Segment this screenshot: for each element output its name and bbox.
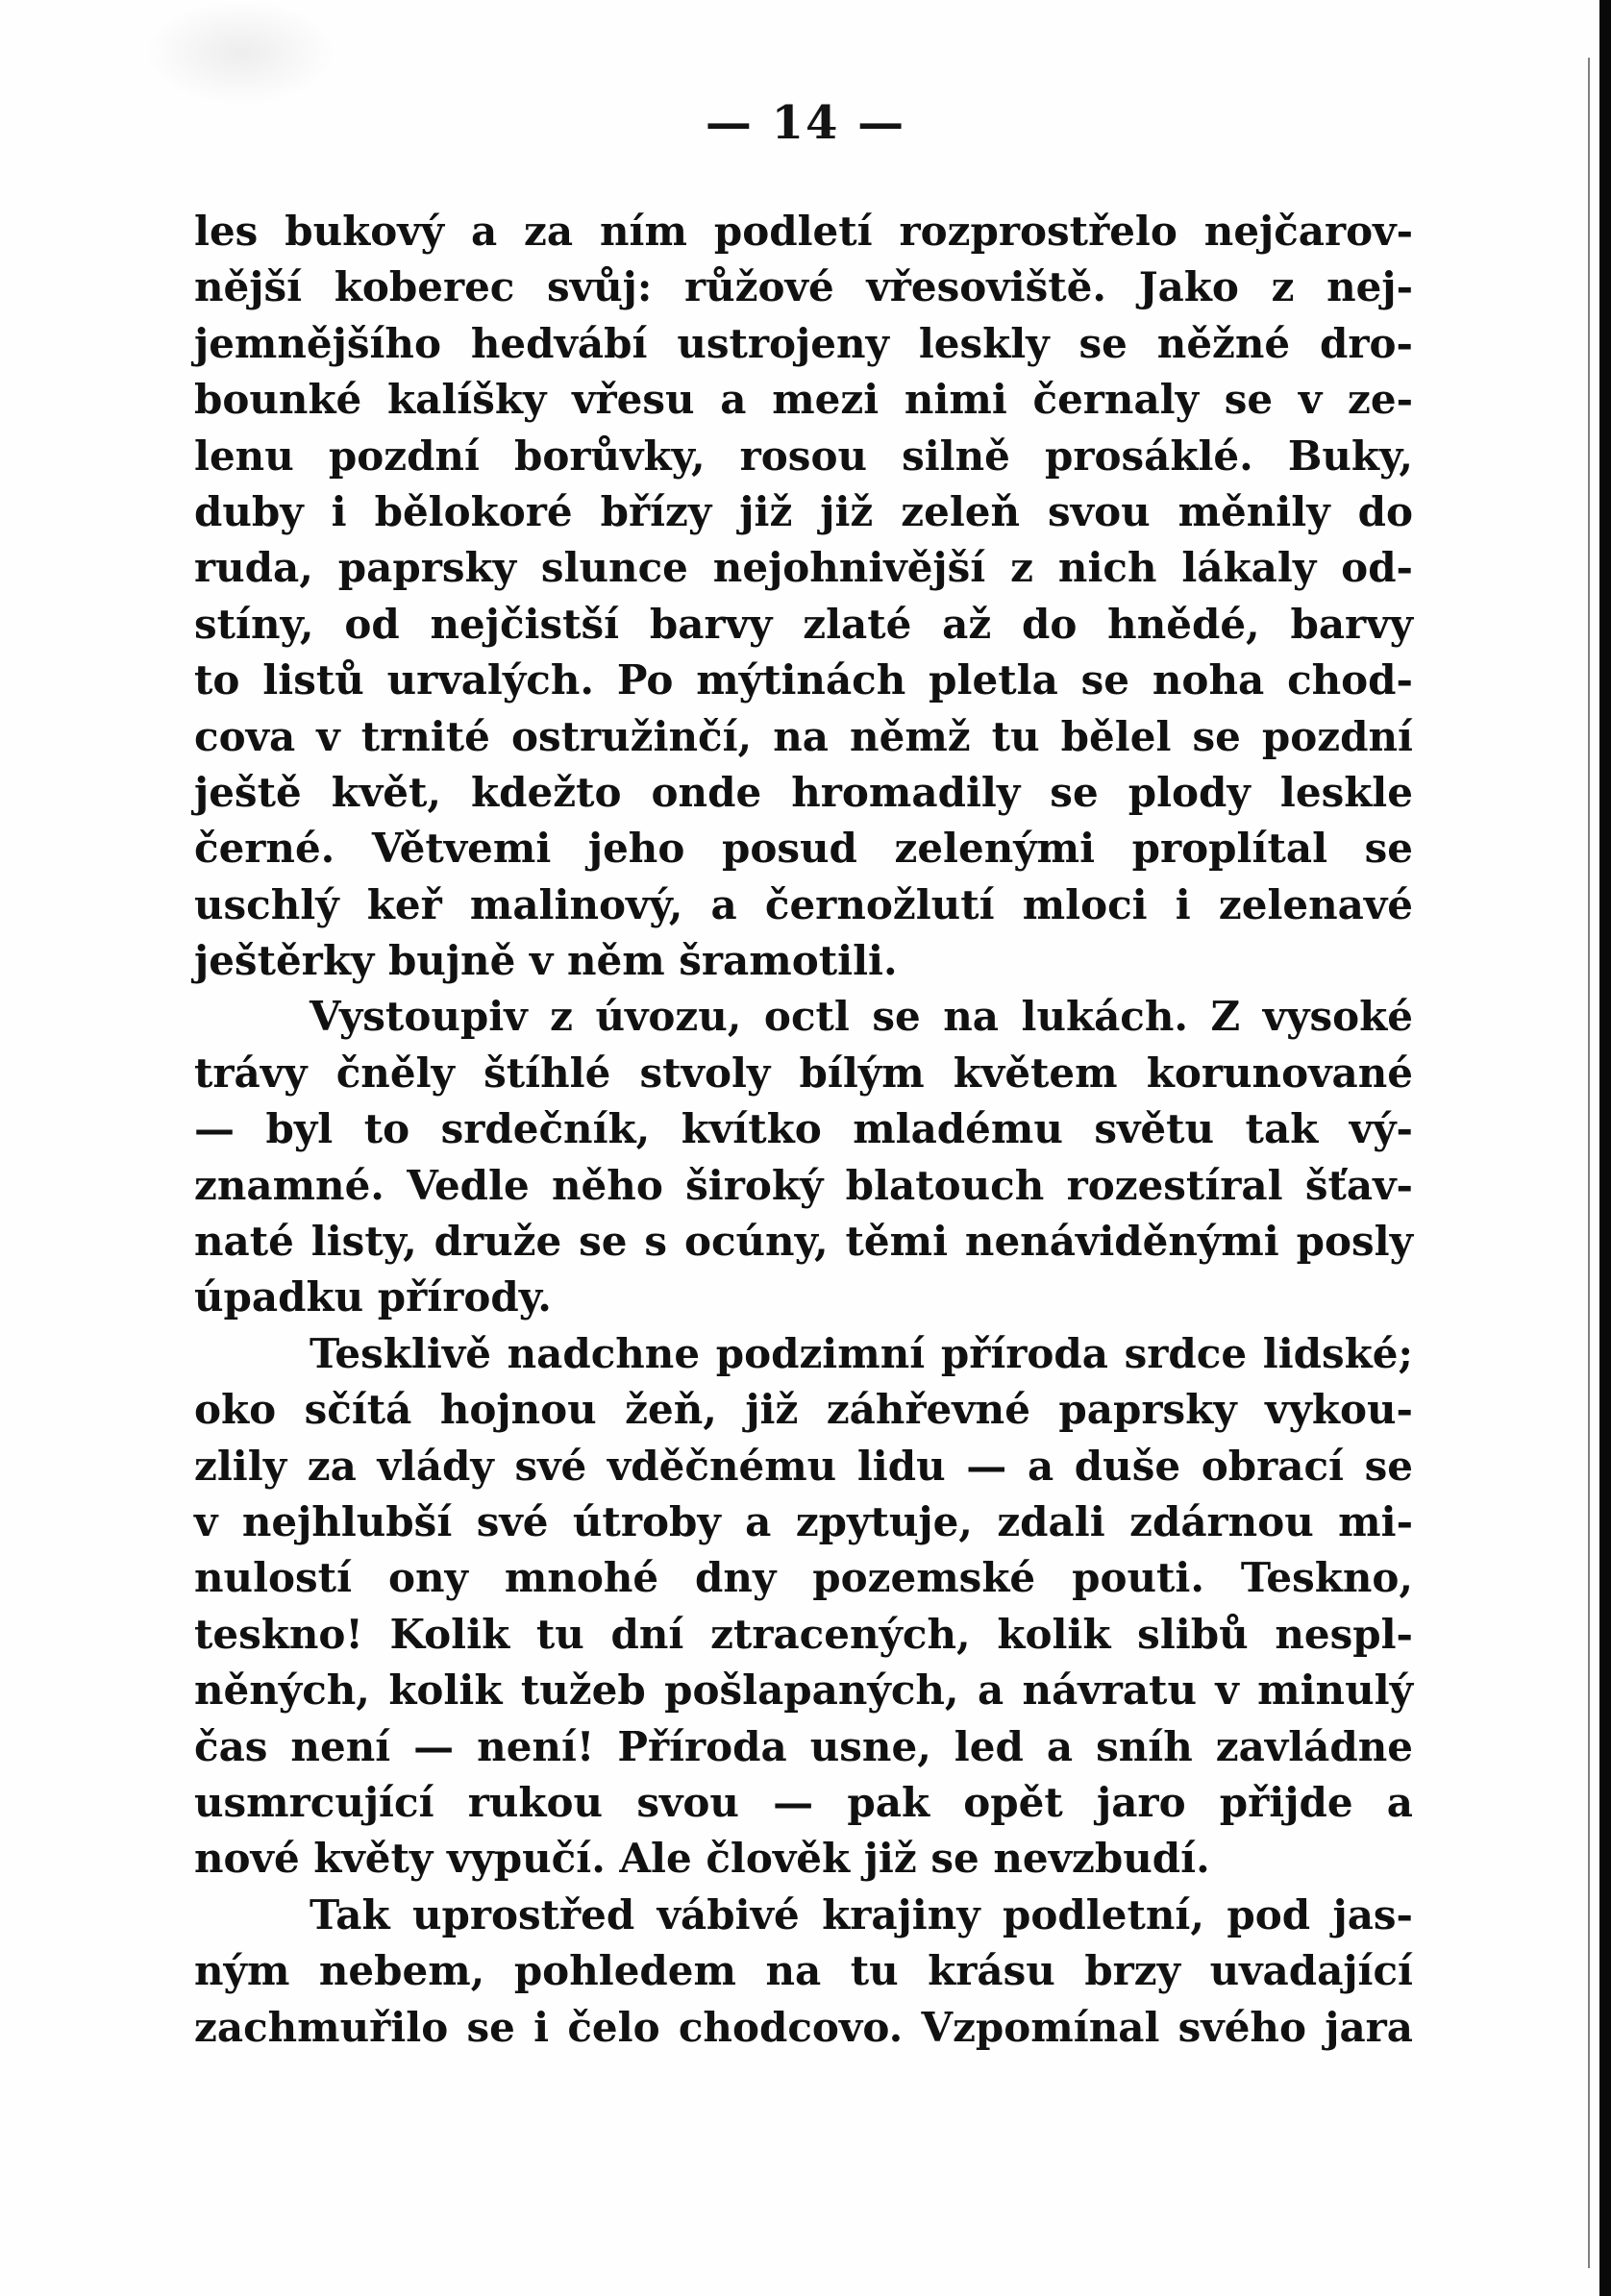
text-line: les bukový a za ním podletí rozprostřelo nejčarov- (194, 208, 1413, 255)
text-line: úpadku přírody. (194, 1273, 552, 1321)
paragraph (194, 204, 1413, 989)
text-line: Tesklivě nadchne podzimní příroda srdce lidské; (310, 1329, 1413, 1377)
text-line: teskno! Kolik tu dní ztracených, kolik slibů nespl- (194, 1610, 1413, 1658)
text-line: cova v trnité ostružinčí, na němž tu bělel se pozdní (194, 712, 1413, 760)
text-line: lenu pozdní borůvky, rosou silně prosáklé. Buky, (194, 432, 1413, 480)
paragraph (194, 1888, 1413, 2056)
text-line: jemnějšího hedvábí ustrojeny leskly se něžné dro- (194, 319, 1413, 367)
body-text (194, 204, 1413, 2056)
paragraph (194, 1326, 1413, 1888)
page-edge-line (1588, 58, 1590, 2268)
text-line: uschlý keř malinový, a černožlutí mloci i zelenavé (194, 880, 1413, 928)
page-number: — 14 — (705, 96, 906, 150)
text-line: ještěrky bujně v něm šramotili. (194, 937, 898, 985)
text-line: ruda, paprsky slunce nejohnivější z nich lákaly od- (194, 544, 1413, 592)
text-line: usmrcující rukou svou — pak opět jaro přijde a (194, 1778, 1413, 1826)
text-line: trávy čněly štíhlé stvoly bílým květem korunované (194, 1049, 1413, 1097)
text-line: čas není — není! Příroda usne, led a sníh zavládne (194, 1722, 1413, 1770)
text-line: v nejhlubší své útroby a zpytuje, zdali zdárnou mi- (194, 1497, 1413, 1545)
text-line: bounké kalíšky vřesu a mezi nimi černaly se v ze- (194, 376, 1413, 424)
text-line: zlily za vlády své vděčnému lidu — a duše obrací se (194, 1442, 1413, 1490)
text-line: černé. Větvemi jeho posud zelenými proplítal se (194, 825, 1413, 873)
text-line: ještě květ, kdežto onde hromadily se plody leskle (194, 768, 1413, 816)
text-line: stíny, od nejčistší barvy zlaté až do hnědé, barvy (194, 600, 1413, 648)
text-line: ným nebem, pohledem na tu krásu brzy uvadající (194, 1947, 1413, 1995)
text-line: zachmuřilo se i čelo chodcovo. Vzpomínal svého jara (194, 2003, 1413, 2051)
binding-edge (1599, 0, 1611, 2296)
text-line: to listů urvalých. Po mýtinách pletla se noha chod- (194, 656, 1413, 704)
text-line: nulostí ony mnohé dny pozemské pouti. Teskno, (194, 1554, 1413, 1602)
text-line: oko sčítá hojnou žeň, již záhřevné paprsky vykou- (194, 1386, 1413, 1434)
page-smudge (144, 0, 336, 106)
text-line: nové květy vypučí. Ale člověk již se nevzbudí. (194, 1835, 1210, 1883)
text-line: něných, kolik tužeb pošlapaných, a návratu v minulý (194, 1666, 1413, 1715)
text-line: Vystoupiv z úvozu, octl se na lukách. Z vysoké (310, 993, 1413, 1041)
text-line: naté listy, druže se s ocúny, těmi nenáviděnými posly (194, 1218, 1413, 1266)
text-line: duby i bělokoré břízy již již zeleň svou měnily do (194, 487, 1413, 535)
text-line: znamné. Vedle něho široký blatouch rozestíral šťav- (194, 1161, 1413, 1209)
text-line: — byl to srdečník, kvítko mladému světu tak vý- (194, 1105, 1413, 1153)
text-line: nější koberec svůj: růžové vřesoviště. Jako z nej- (194, 263, 1413, 311)
paragraph (194, 989, 1413, 1325)
text-line: Tak uprostřed vábivé krajiny podletní, pod jas- (310, 1890, 1413, 1938)
